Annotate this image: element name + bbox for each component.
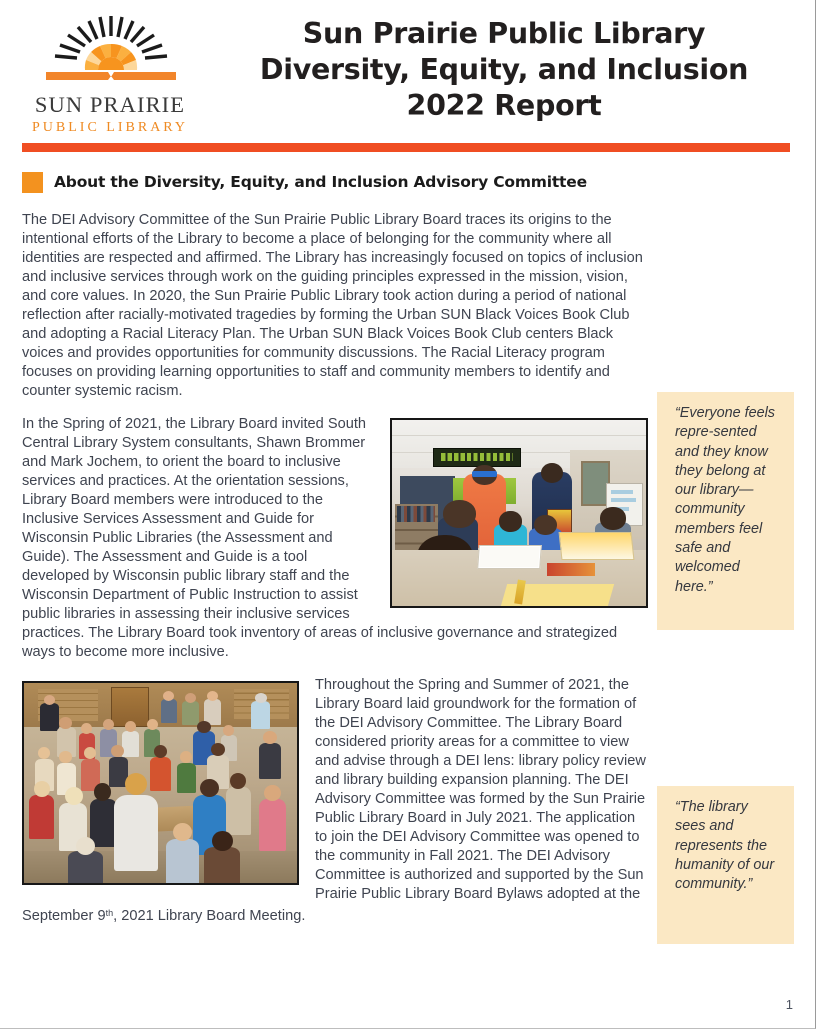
section-heading-text: About the Diversity, Equity, and Inclusion Advisory Committee (54, 173, 587, 191)
title-line-1: Sun Prairie Public Library (302, 17, 706, 50)
page-header (0, 0, 816, 136)
pull-quote-2-text: “The library sees and represents the humanity of our community.” (675, 799, 775, 893)
photo-children-and-staff-at-library-table (392, 420, 646, 606)
library-logo (22, 14, 198, 134)
logo-wordmark (22, 94, 198, 138)
report-title (208, 16, 800, 124)
paragraph-1: The DEI Advisory Committee of the Sun Prairie Public Library Board traces its origins to the intentional efforts of the Library to become a place of belonging for the community where all identities are respected and affirmed. The Library has increasingly focused on topics of inclusion and inclusive services through work on the guiding principles expressed in the mission, vision, and core values. In 2020, the Sun Prairie Public Library took action during a period of national reflection after racially-motivated tragedies by forming the Urban SUN Black Voices Book Club and adopting a Racial Literacy Plan. The Urban SUN Black Voices Book Club centers Black voices and provides opportunities for community discussions. The Racial Literacy program focuses on providing learning opportunities to staff and community members to identify and counter systemic racism. (22, 212, 643, 399)
ordinal-suffix: th (105, 908, 114, 918)
sunburst-over-book-logo (36, 14, 186, 90)
title-line-2: Diversity, Equity, and Inclusion (259, 53, 749, 86)
pull-quote-1-text: “Everyone feels repre-sented and they know they belong at our library—community members feel safe and welcomed here.” (675, 405, 775, 595)
header-divider-rule (22, 143, 790, 152)
paragraph-3-part-a: Throughout the Spring and Summer of 2021, the Library Board laid groundwork for the formation of the DEI Advisory Committee. The Library Board considered priority areas for a committee to view and advise through a DEI lens: library policy review and library building expansion planning. The DEI Advisory Committee was formed by the Sun Prairie Public Library Board in July 2021. The application to join the DEI Advisory Committee was opened to the community in Fall 2021. The DEI Advisory Committee is authorized and supported by the Sun Prairie Public Library Board Bylaws adopted at the September 9 (22, 677, 646, 925)
pull-quote-1 (657, 392, 794, 630)
paragraph-2: In the Spring of 2021, the Library Board invited South Central Library System consultants, Shawn Brommer and Mark Jochem, to orient the board to inclusive services and practices. At the orientation sessions, Library Board members were introduced to the Inclusive Services Assessment and Guide for Wisconsin Public Libraries (the Assessment and Guide). The Assessment and Guide is a tool developed by Wisconsin public library staff and the Wisconsin Department of Public Instruction to assist public libraries in assessing their inclusive services practices. The Library Board took inventory of areas of inclusive governance and strategized ways to become more inclusive. (22, 416, 618, 660)
section-heading (22, 171, 722, 195)
photo-crowd-at-library-event (24, 683, 297, 883)
section-bullet-square-icon (22, 172, 43, 193)
figure-children-and-staff (390, 418, 648, 608)
figure-crowd-event (22, 681, 299, 885)
page-number: 1 (785, 997, 793, 1012)
article-body (22, 211, 648, 940)
pull-quote-2 (657, 786, 794, 944)
logo-subtitle: PUBLIC LIBRARY (32, 119, 188, 135)
title-line-3: 2022 Report (406, 89, 602, 122)
paragraph-3-part-b: , 2021 Library Board Meeting. (113, 908, 306, 925)
logo-name: SUN PRAIRIE (34, 92, 186, 117)
